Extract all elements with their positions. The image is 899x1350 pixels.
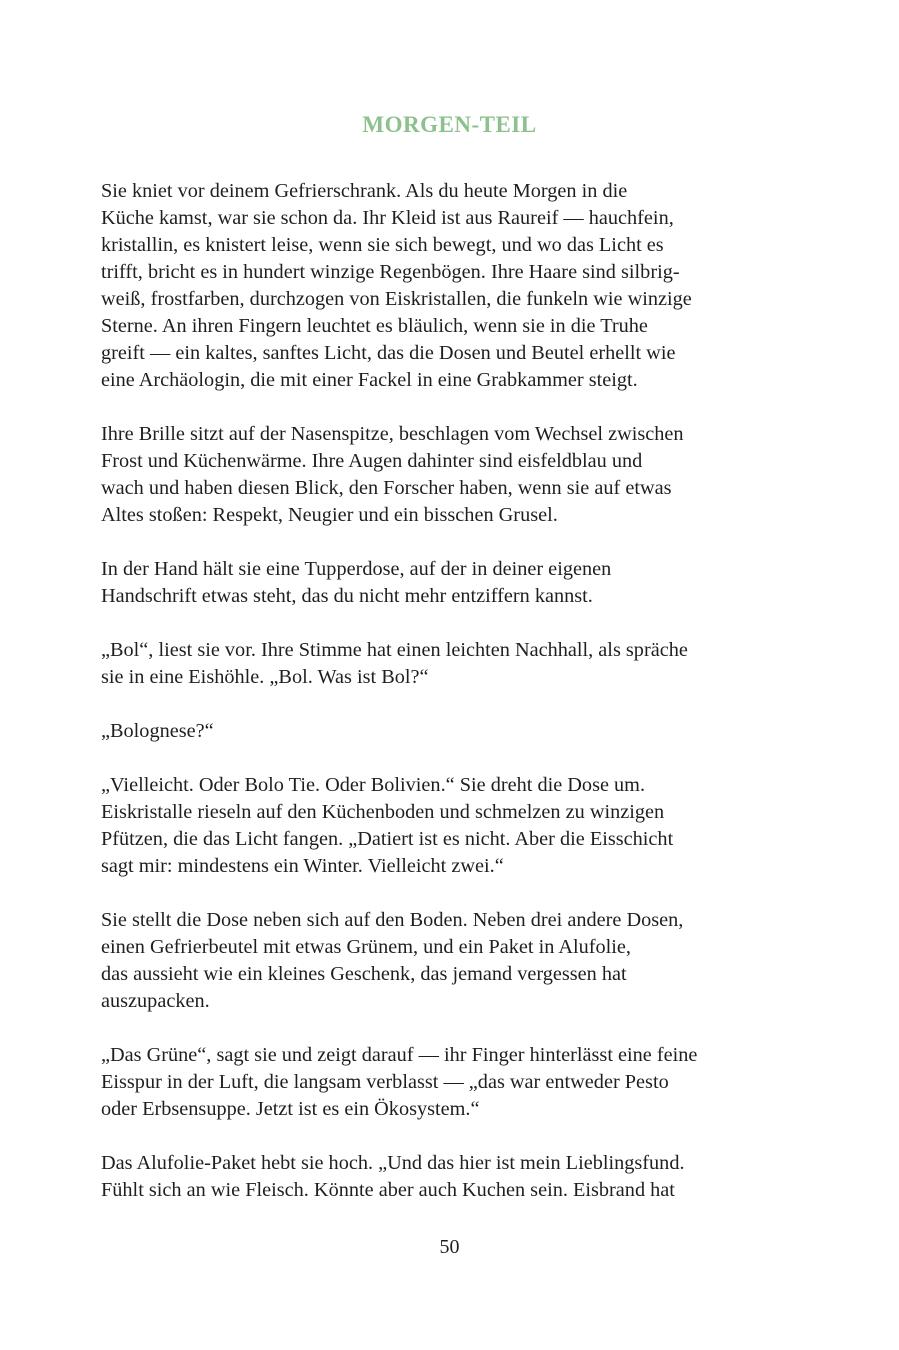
text-line: wach und haben diesen Blick, den Forscher haben, wenn sie auf etwas <box>101 477 672 499</box>
chapter-title: MORGEN-TEIL <box>362 112 537 137</box>
text-line: oder Erbsensuppe. Jetzt ist es ein Ökosystem.“ <box>101 1098 480 1120</box>
text-line: Pfützen, die das Licht fangen. „Datiert ist es nicht. Aber die Eisschicht <box>101 828 674 850</box>
text-line: „Bol“, liest sie vor. Ihre Stimme hat einen leichten Nachhall, als spräche <box>101 639 688 661</box>
text-line: „Vielleicht. Oder Bolo Tie. Oder Bolivien.“ Sie dreht die Dose um. <box>101 774 646 796</box>
text-line: einen Gefrierbeutel mit etwas Grünem, und ein Paket in Alufolie, <box>101 936 631 958</box>
text-line: Eiskristalle rieseln auf den Küchenboden und schmelzen zu winzigen <box>101 801 665 823</box>
text-line: Sie stellt die Dose neben sich auf den Boden. Neben drei andere Dosen, <box>101 909 684 931</box>
text-line: Eisspur in der Luft, die langsam verblasst — „das war entweder Pesto <box>101 1071 669 1093</box>
text-line: Handschrift etwas steht, das du nicht mehr entziffern kannst. <box>101 585 593 607</box>
paragraph-9 <box>101 1150 769 1204</box>
text-line: Sie kniet vor deinem Gefrierschrank. Als du heute Morgen in die <box>101 180 628 202</box>
page-number: 50 <box>439 1236 460 1258</box>
body-text <box>101 178 769 1231</box>
text-line: Frost und Küchenwärme. Ihre Augen dahinter sind eisfeldblau und <box>101 450 643 472</box>
text-line: weiß, frostfarben, durchzogen von Eiskristallen, die funkeln wie winzige <box>101 288 692 310</box>
paragraph-2 <box>101 421 769 529</box>
paragraph-4 <box>101 637 769 691</box>
paragraph-5 <box>101 718 769 745</box>
text-line: „Das Grüne“, sagt sie und zeigt darauf — ihr Finger hinterlässt eine feine <box>101 1044 698 1066</box>
paragraph-6 <box>101 772 769 880</box>
text-line: Das Alufolie-Paket hebt sie hoch. „Und das hier ist mein Lieblingsfund. <box>101 1152 685 1174</box>
text-line: Altes stoßen: Respekt, Neugier und ein bisschen Grusel. <box>101 504 558 526</box>
paragraph-8 <box>101 1042 769 1123</box>
paragraph-7 <box>101 907 769 1015</box>
text-line: eine Archäologin, die mit einer Fackel in eine Grabkammer steigt. <box>101 369 638 391</box>
paragraph-3 <box>101 556 769 610</box>
text-line: sagt mir: mindestens ein Winter. Vielleicht zwei.“ <box>101 855 504 877</box>
text-line: auszupacken. <box>101 990 210 1012</box>
text-line: In der Hand hält sie eine Tupperdose, auf der in deiner eigenen <box>101 558 612 580</box>
text-line: Ihre Brille sitzt auf der Nasenspitze, beschlagen vom Wechsel zwischen <box>101 423 684 445</box>
text-line: „Bolognese?“ <box>101 720 214 742</box>
text-line: trifft, bricht es in hundert winzige Regenbögen. Ihre Haare sind silbrig- <box>101 261 680 283</box>
text-line: greift — ein kaltes, sanftes Licht, das die Dosen und Beutel erhellt wie <box>101 342 676 364</box>
text-line: Küche kamst, war sie schon da. Ihr Kleid ist aus Raureif — hauchfein, <box>101 207 674 229</box>
paragraph-1 <box>101 178 769 394</box>
text-line: sie in eine Eishöhle. „Bol. Was ist Bol?“ <box>101 666 429 688</box>
text-line: kristallin, es knistert leise, wenn sie sich bewegt, und wo das Licht es <box>101 234 664 256</box>
text-line: das aussieht wie ein kleines Geschenk, das jemand vergessen hat <box>101 963 627 985</box>
text-line: Fühlt sich an wie Fleisch. Könnte aber auch Kuchen sein. Eisbrand hat <box>101 1179 675 1201</box>
text-line: Sterne. An ihren Fingern leuchtet es bläulich, wenn sie in die Truhe <box>101 315 648 337</box>
